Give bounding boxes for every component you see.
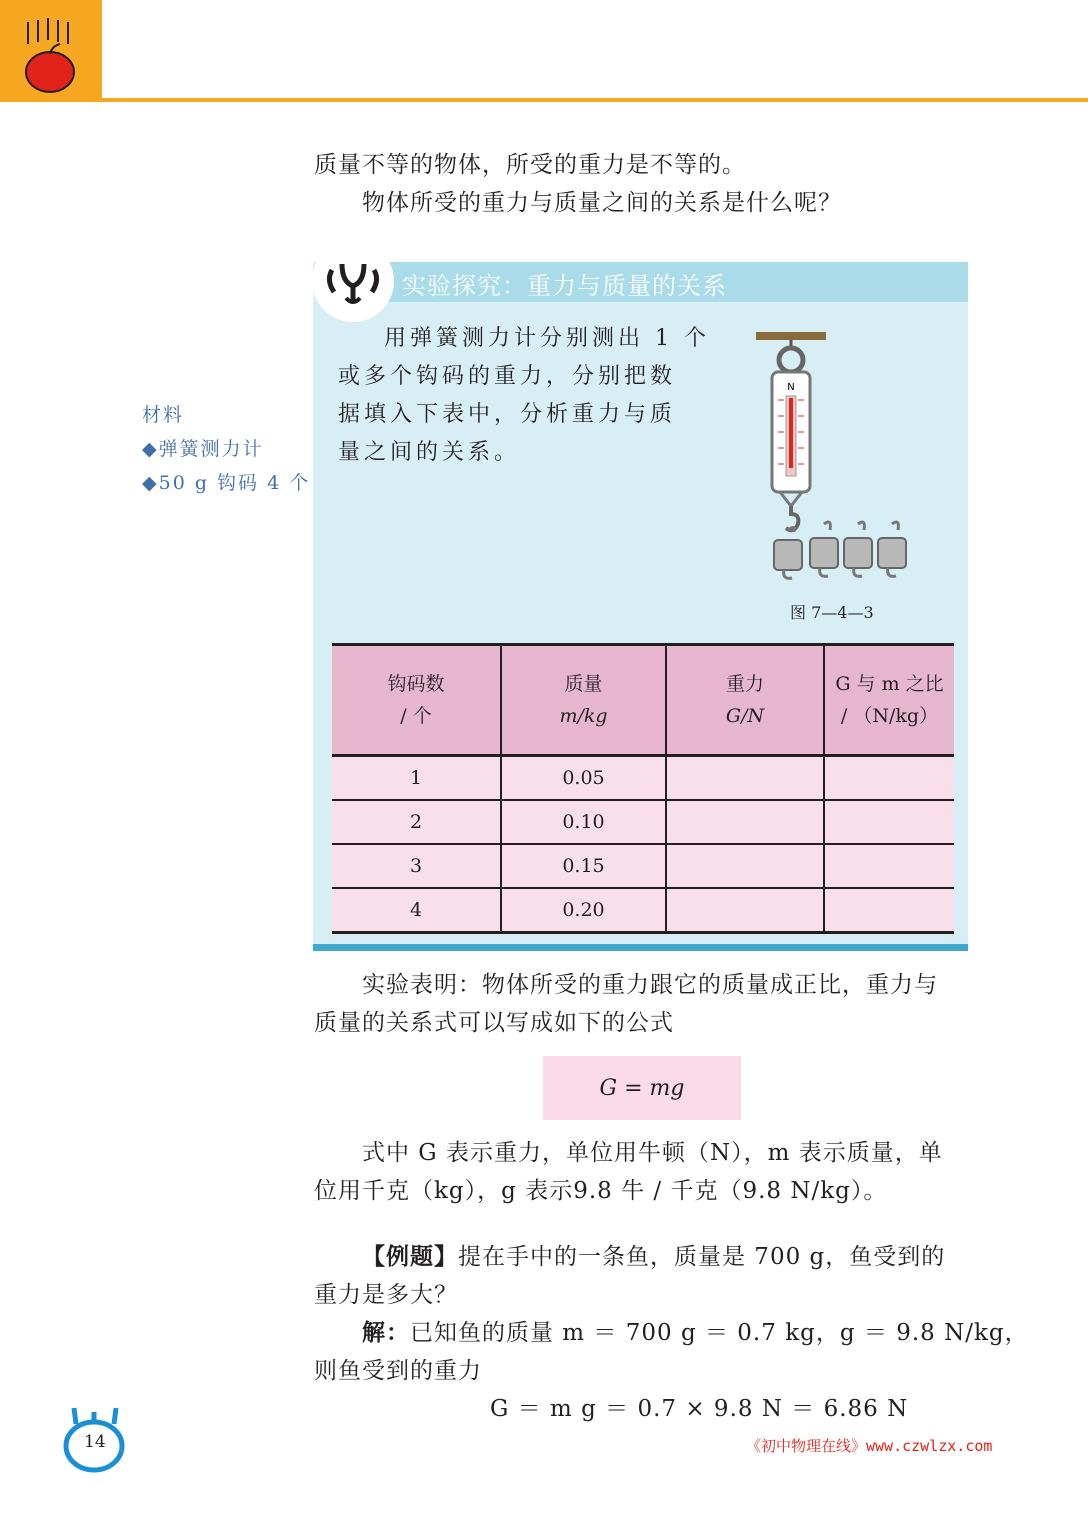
materials-item: ◆50 g 钩码 4 个 [142,472,311,494]
experiment-bottom-bar [313,944,968,951]
table-cell [666,844,824,888]
table-cell [666,756,824,801]
instruction-line: 或多个钩码的重力，分别把数 [338,364,677,389]
instruction-line: 据填入下表中，分析重力与质 [338,402,677,427]
apple-icon [0,0,102,102]
example-question-line-2: 重力是多大？ [314,1282,458,1308]
ceiling-hatch [756,332,826,340]
table-cell [824,756,954,801]
formula-box: G = mg [543,1056,741,1120]
table-cell [824,800,954,844]
table-cell: 0.10 [501,800,666,844]
table-row [332,844,954,888]
table-cell [824,844,954,888]
table-cell: 0.20 [501,888,666,933]
paragraph-1: 质量不等的物体，所受的重力是不等的。 [314,152,746,178]
figure-caption: 图 7—4—3 [790,603,874,622]
table-cell: 3 [332,844,501,888]
definition-line-1: 式中 G 表示重力，单位用牛顿（N），m 表示质量，单 [362,1140,943,1166]
table-cell: 0.15 [501,844,666,888]
solution-line-1: 解：已知鱼的质量 m ＝ 700 g ＝ 0.7 kg，g ＝ 9.8 N/kg， [362,1320,1029,1346]
solution-line-3: G ＝ m g ＝ 0.7 × 9.8 N ＝ 6.86 N [490,1396,909,1422]
solution-line-2: 则鱼受到的重力 [314,1358,482,1384]
header-ratio: G 与 m 之比 / （N/kg） [824,645,954,756]
table-cell: 0.05 [501,756,666,801]
table-cell [666,800,824,844]
hand-icon [312,240,394,322]
table-row [332,800,954,844]
instruction-line: 用弹簧测力计分别测出 1 个 [384,326,710,351]
table-cell: 4 [332,888,501,933]
corner-block [0,0,102,102]
header-weight: 重力 G/N [666,645,824,756]
table-cell: 2 [332,800,501,844]
definition-line-2: 位用千克（kg），g 表示9.8 牛 / 千克（9.8 N/kg）。 [314,1178,888,1204]
diamond-icon: ◆ [142,472,159,494]
conclusion-line-2: 质量的关系式可以写成如下的公式 [314,1010,674,1036]
experiment-logo [312,240,394,322]
data-table [332,643,954,934]
header-count: 钩码数 / 个 [332,645,501,756]
spring-scale-figure [740,328,930,590]
experiment-instructions [338,320,710,472]
example-label: 【例题】 [362,1244,458,1270]
table-row [332,888,954,933]
materials-heading: 材料 [142,404,185,426]
paragraph-2: 物体所受的重力与质量之间的关系是什么呢？ [362,190,842,216]
solution-label: 解： [362,1320,410,1346]
materials-item: ◆弹簧测力计 [142,438,264,460]
conclusion-line-1: 实验表明：物体所受的重力跟它的质量成正比，重力与 [362,972,938,998]
materials-note [142,398,310,500]
page-number: 14 [84,1432,106,1452]
site-credit: 《初中物理在线》www.czwlzx.com [746,1437,993,1455]
table-cell: 1 [332,756,501,801]
table-header-row [332,645,954,756]
instruction-line: 量之间的关系。 [338,440,521,465]
example-question-line-1: 【例题】提在手中的一条鱼，质量是 700 g，鱼受到的 [362,1244,946,1270]
header-mass: 质量 m/kg [501,645,666,756]
table-row [332,756,954,801]
table-cell [824,888,954,933]
hook-weights [774,522,906,578]
header-rule [102,98,1088,102]
scale-unit: N [787,382,795,393]
diamond-icon: ◆ [142,438,159,460]
scale-top-ring [779,348,803,372]
experiment-title: 实验探究：重力与质量的关系 [402,272,727,300]
table-cell [666,888,824,933]
